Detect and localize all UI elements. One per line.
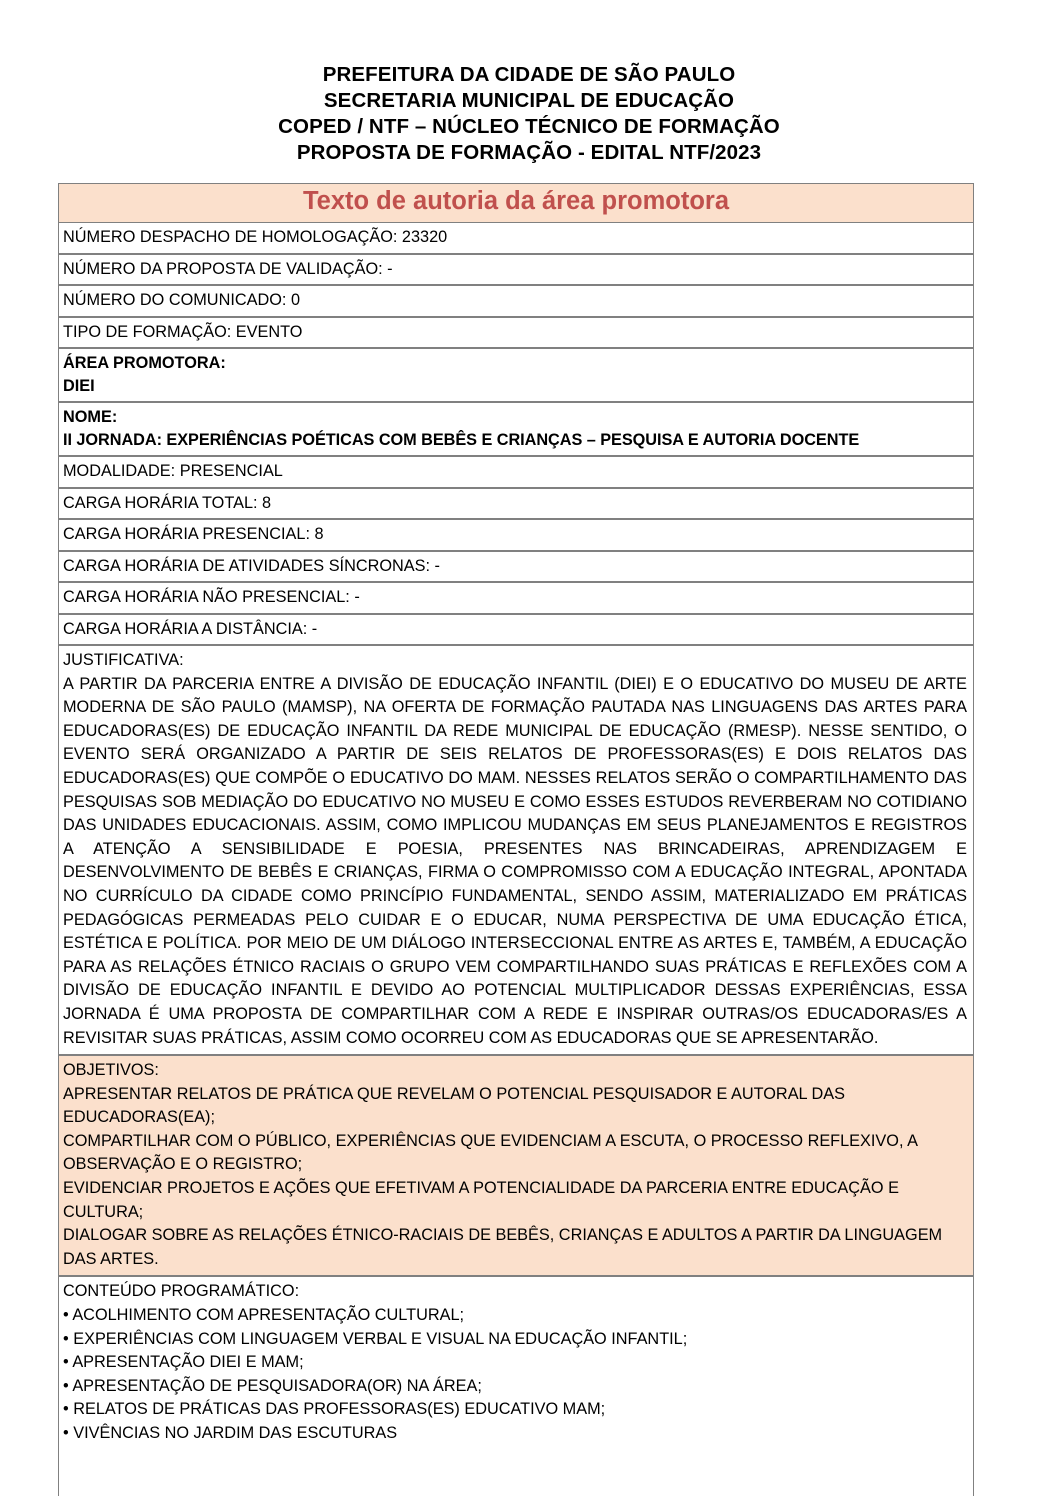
table-row <box>58 317 974 349</box>
field-numero-proposta-validacao: NÚMERO DA PROPOSTA DE VALIDAÇÃO: - <box>58 254 974 286</box>
header-line-4: PROPOSTA DE FORMAÇÃO - EDITAL NTF/2023 <box>296 141 762 164</box>
justificativa-label: JUSTIFICATIVA: <box>63 651 184 669</box>
header-line-3: COPED / NTF – NÚCLEO TÉCNICO DE FORMAÇÃO <box>278 115 780 138</box>
table-row <box>58 614 974 646</box>
conteudo-item: • VIVÊNCIAS NO JARDIM DAS ESCUTURAS <box>63 1424 398 1442</box>
field-carga-horaria-distancia: CARGA HORÁRIA A DISTÂNCIA: - <box>58 614 974 646</box>
conteudo-item: • EXPERIÊNCIAS COM LINGUAGEM VERBAL E VISUAL NA EDUCAÇÃO INFANTIL; <box>63 1329 688 1348</box>
field-carga-horaria-presencial: CARGA HORÁRIA PRESENCIAL: 8 <box>58 519 974 551</box>
field-carga-horaria-total: CARGA HORÁRIA TOTAL: 8 <box>58 488 974 520</box>
table-row <box>58 402 974 456</box>
section-objetivos <box>58 1055 974 1276</box>
header-line-2: SECRETARIA MUNICIPAL DE EDUCAÇÃO <box>323 89 735 112</box>
objetivos-item: COMPARTILHAR COM O PÚBLICO, EXPERIÊNCIAS QUE EVIDENCIAM A ESCUTA, O PROCESSO REFLEXIVO, A OBSERVAÇÃO E O REGISTRO; <box>63 1131 918 1174</box>
field-tipo-formacao: TIPO DE FORMAÇÃO: EVENTO <box>58 317 974 349</box>
field-carga-horaria-sincronas: CARGA HORÁRIA DE ATIVIDADES SÍNCRONAS: - <box>58 551 974 583</box>
nome-label: NOME: <box>63 408 118 426</box>
table-row <box>58 285 974 317</box>
objetivos-item: EVIDENCIAR PROJETOS E AÇÕES QUE EFETIVAM A POTENCIALIDADE DA PARCERIA ENTRE EDUCAÇÃO E CULTURA; <box>63 1179 899 1221</box>
table-row <box>58 488 974 520</box>
banner-row <box>58 183 974 222</box>
proposal-form-table <box>58 183 974 1496</box>
field-nome <box>58 402 974 456</box>
table-row <box>58 222 974 254</box>
field-numero-comunicado: NÚMERO DO COMUNICADO: 0 <box>58 285 974 317</box>
justificativa-body: A PARTIR DA PARCERIA ENTRE A DIVISÃO DE EDUCAÇÃO INFANTIL (DIEI) E O EDUCATIVO DO MUSEU DE ARTE MODERNA DE SÃO PAULO (MAMSP), NA OFERTA DE FORMAÇÃO PAUTADA NAS LINGUAGENS DAS ARTES PARA EDUCADORAS(ES) DE EDUCAÇÃO INFANTIL DA REDE MUNICIPAL DE EDUCAÇÃO (RMESP). NESSE SENTIDO, O EVENTO SERÁ ORGANIZADO A PARTIR DE SEIS RELATOS DE PROFESSORAS(ES) E DOIS RELATOS DAS EDUCADORAS(ES) QUE COMPÕE O EDUCATIVO DO MAM. NESSES RELATOS SERÃO O COMPARTILHAMENTO DAS PESQUISAS SOB MEDIAÇÃO DO EDUCATIVO NO MUSEU E COMO ESSES ESTUDOS REVERBERAM NO COTIDIANO DAS UNIDADES EDUCACIONAIS. ASSIM, COMO IMPLICOU MUDANÇAS EM SEUS PLANEJAMENTOS E REGISTROS A ATENÇÃO A SENSIBILIDADE E POESIA, PRESENTES NAS BRINCADEIRAS, APRENDIZAGEM E DESENVOLVIMENTO DE BEBÊS E CRIANÇAS, FIRMA O COMPROMISSO COM A EDUCAÇÃO INTEGRAL, APONTADA NO CURRÍCULO DA CIDADE COMO PRINCÍPIO FUNDAMENTAL, SENDO ASSIM, MATERIALIZADO EM PRÁTICAS PEDAGÓGICAS PERMEADAS PELO CUIDAR E O EDUCAR, NUMA PERSPECTIVA DE UMA EDUCAÇÃO ÉTICA, ESTÉTICA E POLÍTICA. POR MEIO DE UM DIÁLOGO INTERSECCIONAL ENTRE AS ARTES E, TAMBÉM, A EDUCAÇÃO PARA AS RELAÇÕES ÉTNICO RACIAIS O GRUPO VEM COMPARTILHANDO SUAS PRÁTICAS E REFLEXÕES COM A DIVISÃO DE EDUCAÇÃO INFANTIL E DEVIDO AO POTENCIAL MULTIPLICADOR DESSAS EXPERIÊNCIAS, ESSA JORNADA É UMA PROPOSTA DE COMPARTILHAR COM A REDE E INSPIRAR OUTRAS/OS EDUCADORAS/ES A REVISITAR SUAS PRÁTICAS, ASSIM COMO OCORREU COM AS EDUCADORAS QUE SE APRESENTARÃO. <box>63 674 967 1047</box>
conteudo-item: • RELATOS DE PRÁTICAS DAS PROFESSORAS(ES) EDUCATIVO MAM; <box>63 1400 606 1419</box>
objetivos-item: DIALOGAR SOBRE AS RELAÇÕES ÉTNICO-RACIAIS DE BEBÊS, CRIANÇAS E ADULTOS A PARTIR DA LINGUAGEM DAS ARTES. <box>63 1226 943 1268</box>
area-promotora-value: DIEI <box>63 376 95 395</box>
conteudo-label: CONTEÚDO PROGRAMÁTICO: <box>63 1282 300 1301</box>
area-promotora-label: ÁREA PROMOTORA: <box>63 354 226 372</box>
table-row <box>58 519 974 551</box>
table-row <box>58 254 974 286</box>
objetivos-item: APRESENTAR RELATOS DE PRÁTICA QUE REVELAM O POTENCIAL PESQUISADOR E AUTORAL DAS EDUCADORAS(EA); <box>63 1084 845 1127</box>
nome-value: II JORNADA: EXPERIÊNCIAS POÉTICAS COM BEBÊS E CRIANÇAS – PESQUISA E AUTORIA DOCENTE <box>63 430 860 449</box>
section-justificativa <box>58 645 974 1055</box>
header-line-1: PREFEITURA DA CIDADE DE SÃO PAULO <box>322 63 736 86</box>
field-numero-despacho-homologacao: NÚMERO DESPACHO DE HOMOLOGAÇÃO: 23320 <box>58 222 974 254</box>
objetivos-label: OBJETIVOS: <box>63 1061 159 1080</box>
banner-cell <box>58 183 974 222</box>
field-area-promotora <box>58 348 974 402</box>
section-conteudo-programatico <box>58 1276 974 1496</box>
field-modalidade: MODALIDADE: PRESENCIAL <box>58 456 974 488</box>
conteudo-item: • APRESENTAÇÃO DE PESQUISADORA(OR) NA ÁREA; <box>63 1376 482 1395</box>
table-row <box>58 1055 974 1276</box>
table-row <box>58 551 974 583</box>
table-row <box>58 1276 974 1496</box>
conteudo-item: • APRESENTAÇÃO DIEI E MAM; <box>63 1353 304 1372</box>
table-row <box>58 645 974 1055</box>
field-carga-horaria-nao-presencial: CARGA HORÁRIA NÃO PRESENCIAL: - <box>58 582 974 614</box>
banner-title: Texto de autoria da área promotora <box>302 187 730 215</box>
table-row <box>58 582 974 614</box>
table-row <box>58 348 974 402</box>
table-row <box>58 456 974 488</box>
document-header <box>0 0 1058 166</box>
conteudo-item: • ACOLHIMENTO COM APRESENTAÇÃO CULTURAL; <box>63 1306 465 1325</box>
